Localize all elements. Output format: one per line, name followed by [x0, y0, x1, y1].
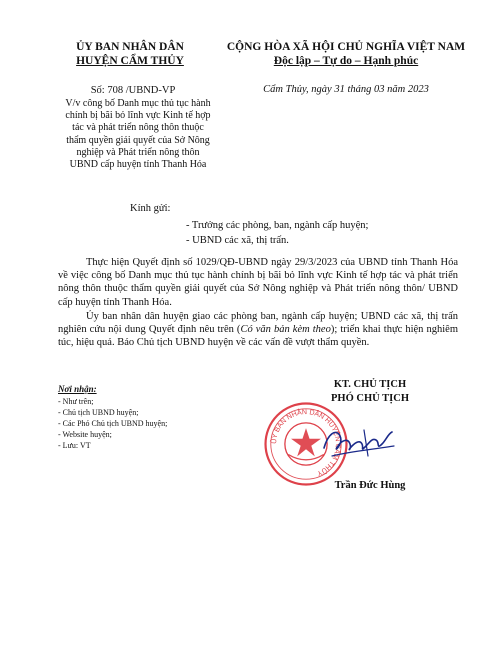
subject-line: nghiệp và Phát triển nông thôn: [76, 146, 200, 158]
doc-subject: [58, 98, 218, 171]
signature-line2: PHÓ CHỦ TỊCH: [331, 393, 409, 404]
recipient-item: - UBND các xã, thị trấn.: [186, 235, 289, 246]
recipients-item: - Chủ tịch UBND huyện;: [58, 408, 139, 417]
subject-line: chính bị bãi bỏ lĩnh vực Kinh tế hợp: [65, 110, 211, 122]
recipients-heading: Nơi nhận:: [58, 384, 97, 394]
motto: Độc lập – Tự do – Hạnh phúc: [273, 55, 419, 67]
agency-line2: HUYỆN CẨM THỦY: [76, 55, 184, 67]
greeting: Kính gửi:: [130, 203, 171, 214]
body-paragraph-2: [58, 310, 458, 350]
body-paragraph-1: Thực hiện Quyết định số 1029/QĐ-UBND ngày 29/3/2023 của UBND tỉnh Thanh Hóa về việc công bố Danh mục thủ tục hành chính bị bãi bỏ lĩnh vực Kinh tế hợp tác và phát triển nông thôn thuộc thẩm quyền giải quyết của Sở Nông nghiệp và Phát triển nông thôn/ UBND cấp huyện tỉnh Thanh Hóa.: [58, 257, 458, 308]
recipients-item: - Như trên;: [58, 397, 94, 406]
doc-date: Cẩm Thủy, ngày 31 tháng 03 năm 2023: [263, 84, 429, 95]
nation-name: CỘNG HÒA XÃ HỘI CHỦ NGHĨA VIỆT NAM: [226, 41, 466, 53]
subject-line: tác và phát triển nông thôn thuộc: [72, 122, 204, 134]
national-header: [218, 40, 474, 68]
signature-line1: KT. CHỦ TỊCH: [333, 379, 407, 390]
seal-star-icon: [291, 428, 321, 456]
agency-header: [60, 40, 200, 68]
subject-line: UBND cấp huyện tỉnh Thanh Hóa: [69, 159, 207, 171]
seal-text: ỦY BAN NHÂN DÂN HUYỆN CẨM THỦY: [270, 408, 342, 477]
handwritten-signature: [318, 416, 398, 466]
doc-number: Số: 708 /UBND-VP: [90, 85, 176, 96]
recipients-item: - Lưu: VT: [58, 441, 91, 450]
recipients-item: - Website huyện;: [58, 430, 112, 439]
recipients-item: - Các Phó Chủ tịch UBND huyện;: [58, 419, 168, 428]
subject-line: thẩm quyền giải quyết của Sở Nông: [66, 134, 210, 146]
para2-text: Ủy ban nhân dân huyện giao các phòng ban, ngành cấp huyện; UBND các xã, thị trấn nghiên cứu nội dung Quyết định nêu trên (: [58, 311, 458, 336]
recipient-item: - Trưởng các phòng, ban, ngành cấp huyện;: [186, 220, 369, 231]
signer-name: Trần Đức Hùng: [334, 480, 406, 491]
subject-line: V/v công bố Danh mục thủ tục hành: [65, 98, 211, 109]
recipients-block: [58, 384, 218, 451]
agency-line1: ỦY BAN NHÂN DÂN: [76, 41, 184, 53]
para2-text: ); triển khai thực hiện nghiêm túc, hiệu quả. Báo Chủ tịch UBND huyện về các vấn đề vượt thẩm quyền.: [58, 324, 458, 349]
para2-italic: Có văn bản kèm theo: [240, 324, 331, 336]
